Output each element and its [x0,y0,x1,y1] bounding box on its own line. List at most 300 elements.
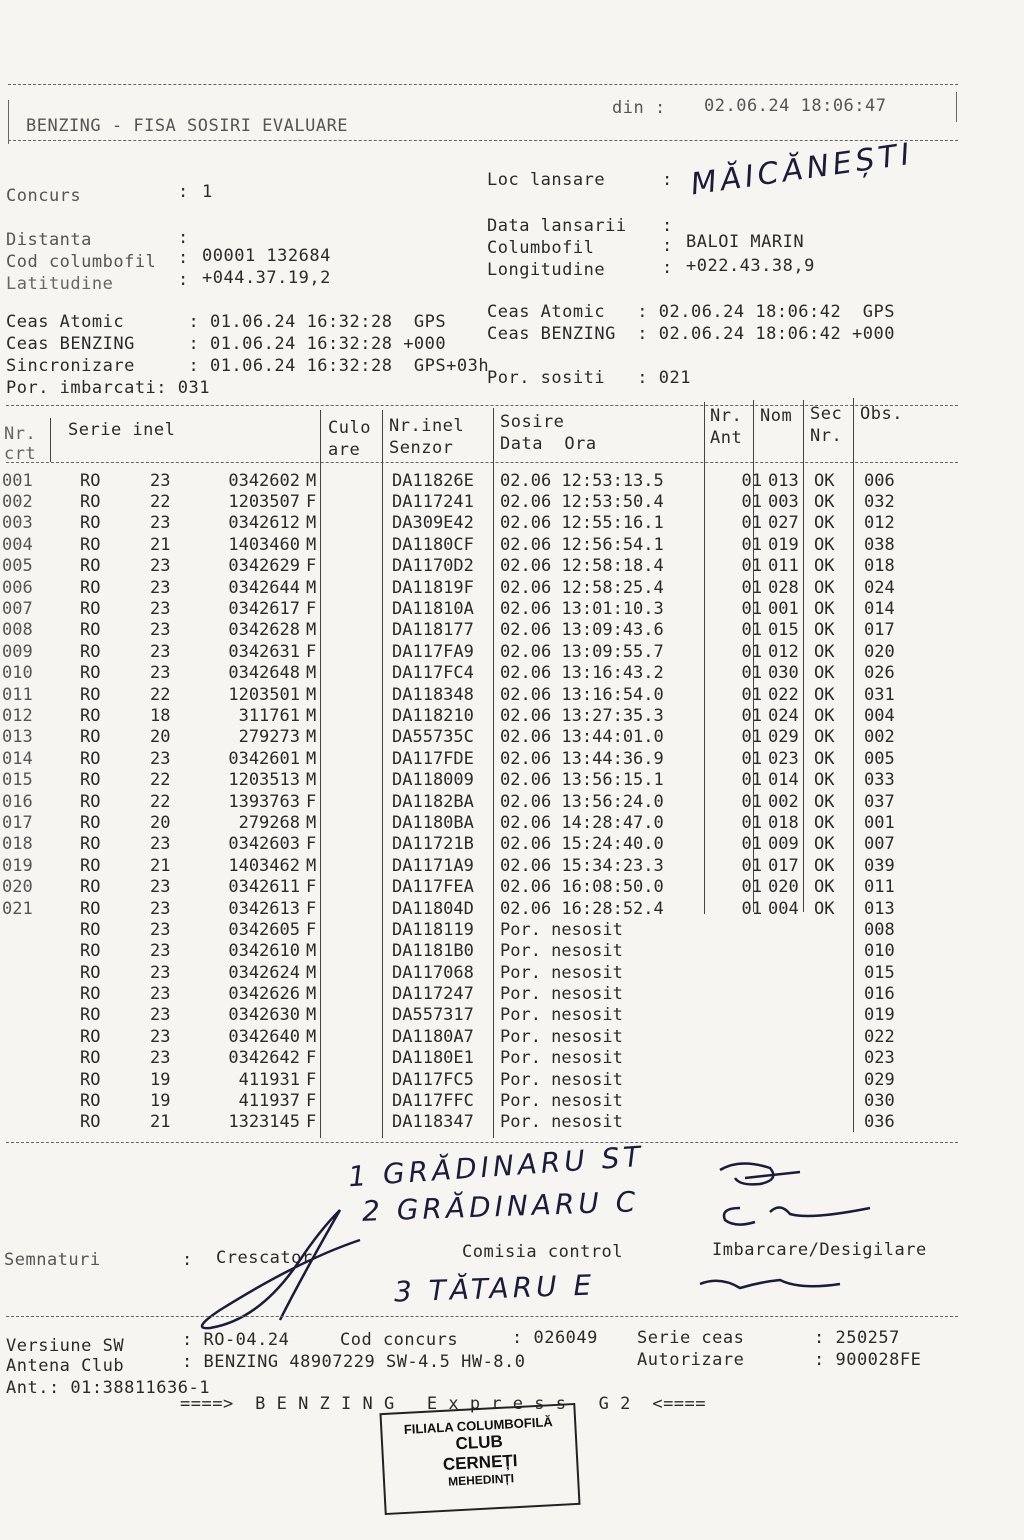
sex: F [306,599,317,620]
ring-number: 0342617 [228,599,300,620]
cod-columbofil-sep: : [178,248,189,268]
arrival-time: 02.06 15:34:23.3 [500,855,664,876]
table-row [0,791,924,812]
ring-number: 1203501 [228,684,300,705]
nom: 027 [768,513,799,534]
security-status [814,962,858,983]
sensor-id: DA117247 [392,984,474,1005]
cod-columbofil-value: 00001 132684 [202,246,331,266]
ring-year: 23 [150,513,171,534]
table-row [0,577,924,598]
color [336,663,392,684]
sex: F [306,1069,317,1090]
col-nr2-label: Nr. [710,406,743,426]
col-sec-nr-label: Nr. [810,426,843,446]
col-nr-label: Nr. [4,424,37,444]
ring-number: 0342610 [228,941,300,962]
loc-lansare-label: Loc lansare [487,170,606,190]
color [336,983,392,1004]
antena-club-value: : BENZING 48907229 SW-4.5 HW-8.0 [182,1352,526,1372]
antenna-nr [706,1048,768,1069]
col-sosire-label: Sosire [500,412,565,432]
ring-number: 0342644 [228,577,300,598]
versiune-value: : RO-04.24 [182,1330,290,1350]
sex: M [306,962,317,983]
obs: 033 [864,770,895,791]
arrival-time: 02.06 12:58:25.4 [500,577,664,598]
ring-year: 22 [150,684,171,705]
stamp-line-2: CLUB [455,1431,504,1454]
concurs-value: 1 [202,182,213,202]
antenna-nr [706,919,768,940]
row-nr: 013 [2,727,33,748]
table-row [0,556,924,577]
arrival-time: 02.06 12:53:13.5 [500,470,664,491]
ring-year: 23 [150,577,171,598]
nom: 015 [768,620,799,641]
ring-country: RO [80,620,101,641]
obs: 001 [864,812,895,833]
sensor-id: DA1180CF [392,534,474,555]
sex: F [306,877,317,898]
latitudine-label: Latitudine [6,274,114,294]
ring-number: 1203513 [228,770,300,791]
color [336,834,392,855]
security-status: OK [814,663,835,684]
ring-number: 0342628 [228,620,300,641]
sex: F [306,919,317,940]
din-value: 02.06.24 18:06:47 [704,96,887,116]
security-status: OK [814,770,835,791]
nom [768,1090,814,1111]
security-status [814,919,858,940]
ring-number: 0342648 [228,663,300,684]
ceas-atomic-left: Ceas Atomic : 01.06.24 16:32:28 GPS [6,312,447,332]
ring-number: 0342642 [228,1048,300,1069]
ring-number: 0342624 [228,962,300,983]
sensor-id: DA117241 [392,492,474,513]
security-status [814,1090,858,1111]
ring-year: 21 [150,1112,171,1133]
sex: F [306,492,317,513]
arrival-time: 02.06 13:16:54.0 [500,684,664,705]
ring-year: 19 [150,1091,171,1112]
por-sositi: Por. sositi : 021 [487,368,691,388]
sex: F [306,1091,317,1112]
sensor-id: DA118177 [392,620,474,641]
sex: F [306,898,317,919]
obs: 029 [864,1069,895,1090]
table-header-rule [6,462,958,463]
ring-country: RO [80,1005,101,1026]
arrival-time: Por. nesosit [500,1005,623,1026]
security-status [814,1026,858,1047]
col-obs-label: Obs. [860,404,903,424]
arrival-time: 02.06 14:28:47.0 [500,812,664,833]
header-bottom-rule [8,140,958,141]
table-row [0,598,924,619]
col-ant-label: Ant [710,428,743,448]
arrival-time: 02.06 16:08:50.0 [500,877,664,898]
obs: 031 [864,684,895,705]
security-status: OK [814,834,835,855]
sex: M [306,984,317,1005]
security-status [814,1069,858,1090]
sensor-id: DA55735C [392,727,474,748]
ring-country: RO [80,1112,101,1133]
arrival-time: 02.06 12:56:54.1 [500,534,664,555]
obs: 038 [864,534,895,555]
nom: 018 [768,812,799,833]
nom: 019 [768,534,799,555]
table-row [0,983,924,1004]
arrival-time: 02.06 13:09:43.6 [500,620,664,641]
color [336,513,392,534]
nom [768,1048,814,1069]
sensor-id: DA1180E1 [392,1048,474,1069]
sensor-id: DA11721B [392,834,474,855]
sensor-id: DA11804D [392,898,474,919]
ring-year: 23 [150,898,171,919]
ring-number: 0342626 [228,984,300,1005]
table-row [0,470,924,491]
ring-country: RO [80,663,101,684]
color [336,769,392,790]
arrival-time: Por. nesosit [500,984,623,1005]
sensor-id: DA557317 [392,1005,474,1026]
ring-number: 279273 [238,727,300,748]
security-status: OK [814,556,835,577]
color [336,962,392,983]
nom: 012 [768,641,799,662]
handwritten-name-1: 1 GRĂDINARU ST [347,1139,646,1194]
row-nr: 006 [2,577,33,598]
ceas-benzing-left: Ceas BENZING : 01.06.24 16:32:28 +000 [6,334,447,354]
nom [768,1069,814,1090]
sex: M [306,770,317,791]
loc-lansare-sep: : [662,170,673,190]
ring-country: RO [80,705,101,726]
security-status: OK [814,727,835,748]
color [336,684,392,705]
sensor-id: DA1180BA [392,812,474,833]
ring-country: RO [80,513,101,534]
table-row [0,663,924,684]
obs: 002 [864,727,895,748]
sex: M [306,663,317,684]
arrival-time: 02.06 15:24:40.0 [500,834,664,855]
row-nr: 002 [2,492,33,513]
antenna-nr: 01 [741,641,762,662]
ring-year: 23 [150,620,171,641]
sincronizare-left: Sincronizare : 01.06.24 16:32:28 GPS+03h [6,356,490,376]
nom [768,962,814,983]
row-nr [0,1069,72,1090]
sensor-id: DA118348 [392,684,474,705]
sensor-id: DA117FFC [392,1091,474,1112]
report-title: BENZING - FISA SOSIRI EVALUARE [26,116,349,136]
ring-country: RO [80,1091,101,1112]
sensor-id: DA1171A9 [392,855,474,876]
ring-number: 0342605 [228,919,300,940]
ring-number: 0342611 [228,877,300,898]
serie-ceas-value: : 250257 [814,1328,900,1348]
ring-country: RO [80,727,101,748]
obs: 013 [864,898,895,919]
row-nr [0,1005,72,1026]
row-nr [0,941,72,962]
obs: 022 [864,1026,895,1047]
row-nr [0,1112,72,1133]
ring-number: 411937 [238,1091,300,1112]
ring-year: 23 [150,962,171,983]
row-nr [0,1026,72,1047]
table-row [0,684,924,705]
security-status [814,1005,858,1026]
data-lansarii-label: Data lansarii [487,216,627,236]
color [336,941,392,962]
obs: 024 [864,577,895,598]
row-nr: 020 [2,877,33,898]
table-row [0,748,924,769]
sex: M [306,727,317,748]
table-row [0,769,924,790]
nom: 023 [768,748,799,769]
nom: 022 [768,684,799,705]
signature-2 [724,1207,870,1224]
obs: 014 [864,599,895,620]
latitudine-sep: : [178,270,189,290]
cod-concurs-label: Cod concurs [340,1330,459,1350]
security-status [814,1112,858,1133]
nom: 020 [768,877,799,898]
ring-number: 0342640 [228,1026,300,1047]
row-nr: 019 [2,855,33,876]
antenna-nr: 01 [741,492,762,513]
sensor-id: DA11819F [392,577,474,598]
sex: M [306,705,317,726]
antenna-nr: 01 [741,599,762,620]
nom [768,1026,814,1047]
row-nr: 015 [2,770,33,791]
ring-country: RO [80,748,101,769]
table-row [0,962,924,983]
antenna-nr: 01 [741,791,762,812]
antenna-nr: 01 [741,577,762,598]
sex: M [306,470,317,491]
ring-country: RO [80,599,101,620]
row-nr: 001 [2,470,33,491]
signature-scribbles [180,1150,880,1330]
serie-ceas-label: Serie ceas [637,1328,745,1348]
sex: F [306,791,317,812]
table-row [0,1048,924,1069]
obs: 006 [864,470,895,491]
sensor-id: DA1170D2 [392,556,474,577]
table-row [0,898,924,919]
sensor-id: DA117FC4 [392,663,474,684]
obs: 016 [864,984,895,1005]
color [336,748,392,769]
security-status: OK [814,577,835,598]
table-row [0,491,924,512]
handwritten-name-3: 3 TĂTARU E [393,1268,596,1309]
ring-year: 23 [150,1048,171,1069]
security-status: OK [814,684,835,705]
sex: F [306,1112,317,1133]
sensor-id: DA309E42 [392,513,474,534]
security-status: OK [814,748,835,769]
antenna-nr: 01 [741,534,762,555]
color [336,620,392,641]
data-lansarii-sep: : [662,216,673,236]
color [336,1026,392,1047]
autorizare-label: Autorizare [637,1350,745,1370]
row-nr: 003 [2,513,33,534]
col-data-ora-label: Data Ora [500,434,597,454]
arrival-time: 02.06 16:28:52.4 [500,898,664,919]
ring-year: 21 [150,855,171,876]
arrival-time: 02.06 13:44:01.0 [500,727,664,748]
color [336,598,392,619]
table-bottom-rule [6,1142,958,1143]
nom: 030 [768,663,799,684]
security-status: OK [814,641,835,662]
security-status: OK [814,492,835,513]
color [336,556,392,577]
ring-number: 0342601 [228,748,300,769]
ring-year: 23 [150,748,171,769]
obs: 015 [864,962,895,983]
ring-number: 1323145 [228,1112,300,1133]
antenna-nr [706,962,768,983]
ring-number: 279268 [238,812,300,833]
nom [768,941,814,962]
antenna-nr: 01 [741,727,762,748]
ring-year: 23 [150,599,171,620]
longitudine-value: +022.43.38,9 [686,256,815,276]
antenna-nr [706,983,768,1004]
nom: 013 [768,470,799,491]
ring-year: 23 [150,1005,171,1026]
antenna-nr [706,1112,768,1133]
arrival-time: 02.06 13:16:43.2 [500,663,664,684]
nom: 017 [768,855,799,876]
security-status [814,941,858,962]
ring-year: 23 [150,1026,171,1047]
table-row [0,812,924,833]
ring-number: 0342613 [228,898,300,919]
security-status: OK [814,898,835,919]
arrival-time: 02.06 12:53:50.4 [500,492,664,513]
ring-year: 22 [150,770,171,791]
obs: 004 [864,705,895,726]
obs: 036 [864,1112,895,1133]
antenna-nr [706,1005,768,1026]
autorizare-value: : 900028FE [814,1350,922,1370]
sex: F [306,641,317,662]
arrival-time: 02.06 13:09:55.7 [500,641,664,662]
cod-columbofil-label: Cod columbofil [6,252,157,272]
sensor-id: DA117FDE [392,748,474,769]
crescator-label: Crescator [216,1248,313,1268]
security-status: OK [814,599,835,620]
header-left-border [8,100,9,144]
color [336,470,392,491]
ring-number: 0342603 [228,834,300,855]
ring-country: RO [80,556,101,577]
color [336,1048,392,1069]
ring-country: RO [80,941,101,962]
ring-number: 0342602 [228,470,300,491]
arrival-time: Por. nesosit [500,941,623,962]
ring-year: 18 [150,705,171,726]
club-stamp [379,1403,580,1515]
security-status: OK [814,812,835,833]
antenna-nr: 01 [741,748,762,769]
color [336,727,392,748]
stamp-line-1: FILIALA COLUMBOFILĂ [403,1414,554,1437]
footer-top-rule [6,1316,958,1317]
obs: 011 [864,877,895,898]
antenna-nr: 01 [741,556,762,577]
nom: 028 [768,577,799,598]
nom: 003 [768,492,799,513]
ring-number: 411931 [238,1069,300,1090]
row-nr [0,962,72,983]
ring-year: 23 [150,877,171,898]
arrival-time: 02.06 13:56:15.1 [500,770,664,791]
row-nr: 021 [2,898,33,919]
obs: 019 [864,1005,895,1026]
row-nr [0,919,72,940]
ceas-atomic-right: Ceas Atomic : 02.06.24 18:06:42 GPS [487,302,895,322]
color [336,534,392,555]
col-senzor-label: Senzor [389,438,454,458]
obs: 037 [864,791,895,812]
obs: 030 [864,1091,895,1112]
sex: M [306,513,317,534]
color [336,812,392,833]
security-status: OK [814,855,835,876]
obs: 032 [864,492,895,513]
row-nr: 018 [2,834,33,855]
ring-year: 23 [150,919,171,940]
row-nr: 011 [2,684,33,705]
sensor-id: DA118347 [392,1112,474,1133]
row-nr: 007 [2,599,33,620]
col-serie-label: Serie inel [68,420,176,440]
sensor-id: DA117FC5 [392,1069,474,1090]
table-row [0,1090,924,1111]
table-row [0,705,924,726]
color [336,491,392,512]
arrival-time: 02.06 13:27:35.3 [500,705,664,726]
ring-country: RO [80,470,101,491]
nom: 001 [768,599,799,620]
col-culo-label: Culo [328,418,371,438]
arrival-time: 02.06 12:55:16.1 [500,513,664,534]
ring-country: RO [80,1069,101,1090]
obs: 026 [864,663,895,684]
antenna-nr: 01 [741,513,762,534]
ring-year: 22 [150,492,171,513]
nom [768,983,814,1004]
latitudine-value: +044.37.19,2 [202,268,331,288]
arrival-time: 02.06 12:58:18.4 [500,556,664,577]
table-row [0,727,924,748]
sex: M [306,534,317,555]
